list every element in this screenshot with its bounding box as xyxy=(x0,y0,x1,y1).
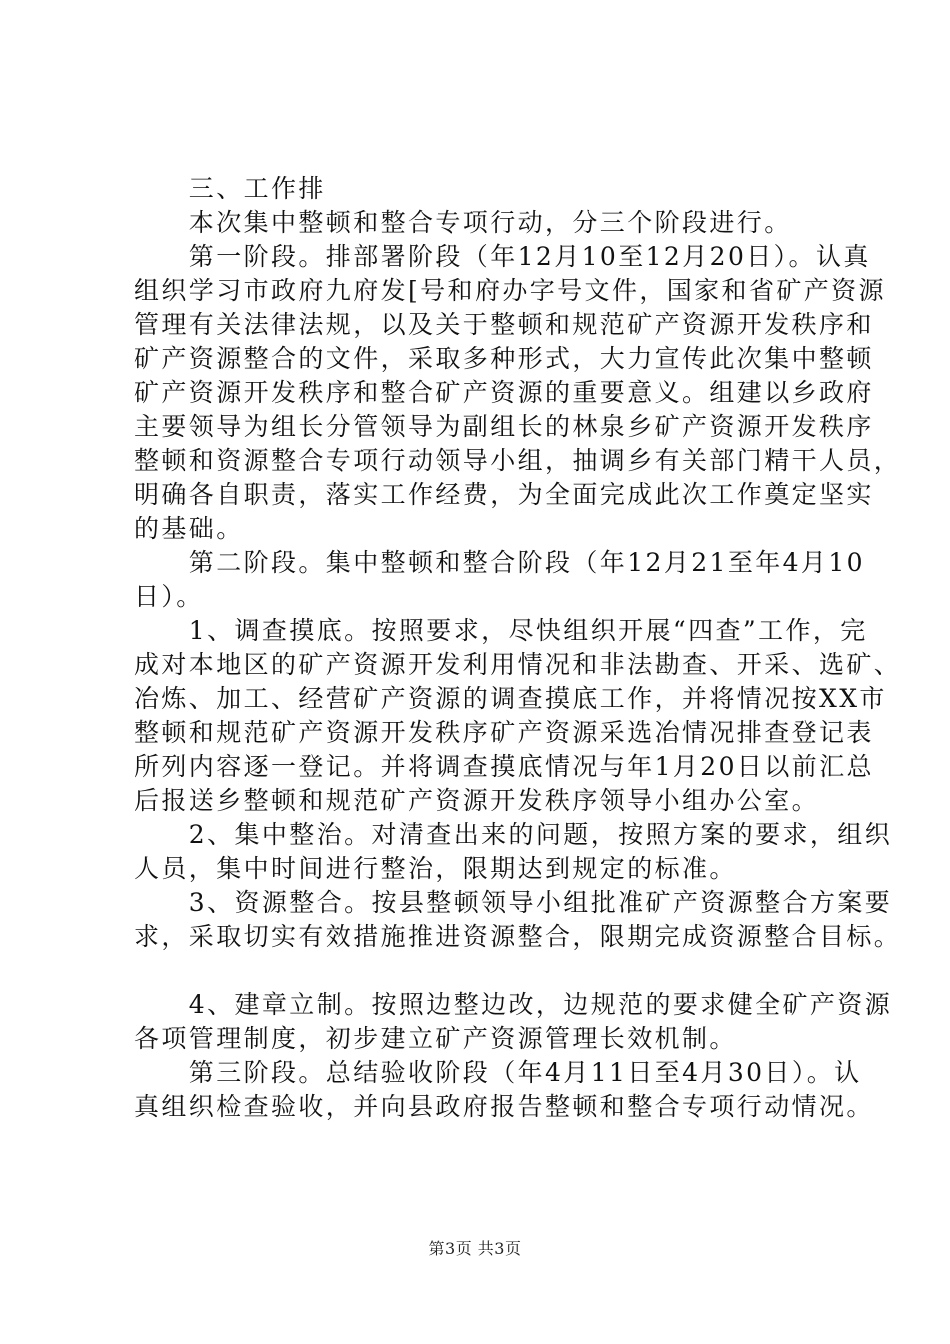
text-line: 所列内容逐一登记。并将调查摸底情况与年1月20日以前汇总 xyxy=(134,752,874,781)
text-line: 管理有关法律法规，以及关于整顿和规范矿产资源开发秩序和 xyxy=(134,310,874,339)
text-line: 成对本地区的矿产资源开发利用情况和非法勘查、开采、选矿、 xyxy=(134,650,902,679)
text-line: 2、集中整治。对清查出来的问题，按照方案的要求，组织 xyxy=(134,820,893,849)
text-line: 各项管理制度，初步建立矿产资源管理长效机制。 xyxy=(134,1024,737,1053)
text-line: 矿产资源整合的文件，采取多种形式，大力宣传此次集中整顿 xyxy=(134,344,874,373)
text-line: 的基础。 xyxy=(134,514,244,543)
text-line: 组织学习市政府九府发[号和府办字号文件，国家和省矿产资源 xyxy=(134,276,886,305)
text-line: 人员，集中时间进行整治，限期达到规定的标准。 xyxy=(134,854,737,883)
text-line: 三、工作排 xyxy=(134,174,326,203)
text-line: 3、资源整合。按县整顿领导小组批准矿产资源整合方案要 xyxy=(134,888,893,917)
page-footer: 第3页 共3页 xyxy=(428,1239,522,1258)
text-line: 1、调查摸底。按照要求，尽快组织开展“四查”工作，完 xyxy=(134,616,868,645)
text-line: 日）。 xyxy=(134,582,204,611)
text-line: 后报送乡整顿和规范矿产资源开发秩序领导小组办公室。 xyxy=(134,786,820,815)
text-line: 矿产资源开发秩序和整合矿产资源的重要意义。组建以乡政府 xyxy=(134,378,874,407)
text-line: 冶炼、加工、经营矿产资源的调查摸底工作，并将情况按XX市 xyxy=(134,684,887,713)
text-line: 整顿和资源整合专项行动领导小组，抽调乡有关部门精干人员， xyxy=(134,446,902,475)
text-line: 4、建章立制。按照边整边改，边规范的要求健全矿产资源 xyxy=(134,990,893,1019)
text-line: 第三阶段。总结验收阶段（年4月11日至4月30日）。认 xyxy=(134,1058,862,1087)
text-line: 求，采取切实有效措施推进资源整合，限期完成资源整合目标。 xyxy=(134,922,902,951)
text-line: 明确各自职责，落实工作经费，为全面完成此次工作奠定坚实 xyxy=(134,480,874,509)
text-line: 第二阶段。集中整顿和整合阶段（年12月21至年4月10 xyxy=(134,548,865,577)
text-line: 整顿和规范矿产资源开发秩序矿产资源采选冶情况排查登记表 xyxy=(134,718,874,747)
text-line: 真组织检查验收，并向县政府报告整顿和整合专项行动情况。 xyxy=(134,1092,874,1121)
text-line: 本次集中整顿和整合专项行动，分三个阶段进行。 xyxy=(134,208,792,237)
text-line: 主要领导为组长分管领导为副组长的林泉乡矿产资源开发秩序 xyxy=(134,412,874,441)
text-line: 第一阶段。排部署阶段（年12月10至12月20日）。认真 xyxy=(134,242,871,271)
